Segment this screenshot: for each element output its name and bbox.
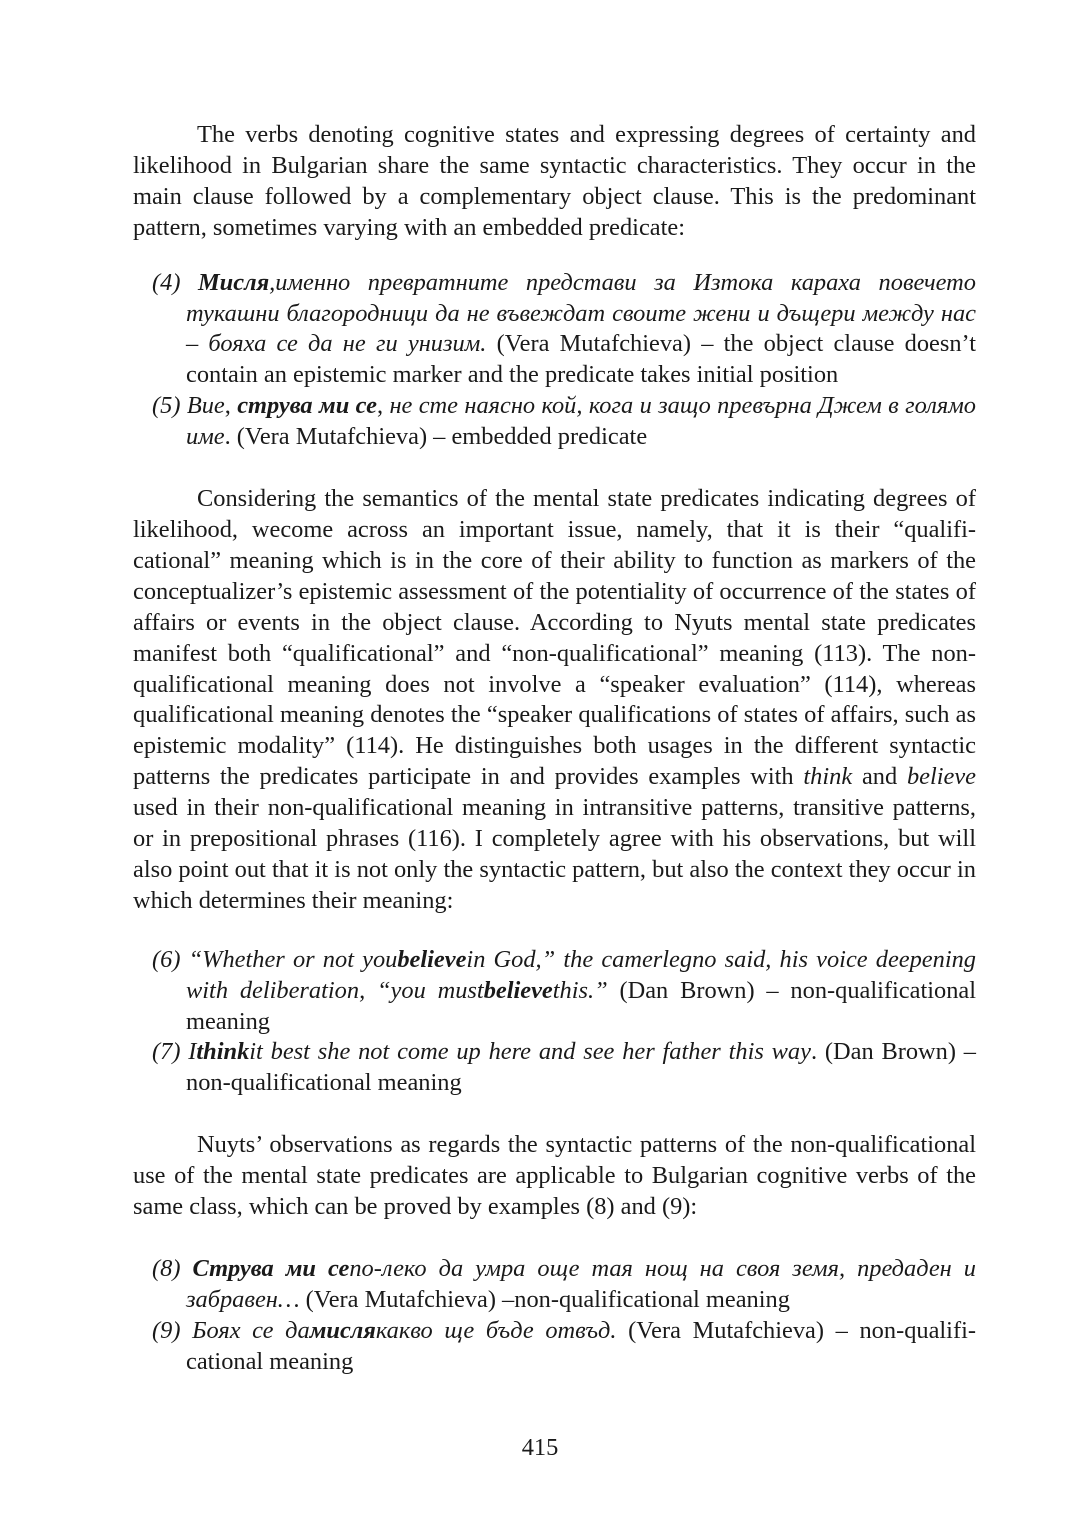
example-bold: believe [397, 945, 467, 973]
paragraph-intro: The verbs denoting cognitive states and expressing degrees of certainty and likelihood in Bulgarian share the same syntactic characteristics. They occur in the main clause followed by a complementary object clause. This is the predominant pattern, sometimes varying with an embedded predicate: [133, 121, 976, 241]
example-comment: . (Dan Brown) – non-qualificational meaning [186, 1038, 976, 1097]
example-bold: мисля [309, 1316, 376, 1344]
example-8 [133, 1254, 976, 1316]
paragraph-nuyts: Nuyts’ observations as regards the syntactic patterns of the non-qualificational use of the mental state predicates are applicable to Bulgarian cognitive verbs of the same class, which can be proved by examples (8) and (9): [133, 1131, 976, 1221]
main-text [133, 120, 976, 1378]
example-6 [133, 945, 976, 1038]
example-comment: . (Vera Mutafchieva) – embedded predicate [224, 423, 648, 451]
example-italic: не сте наясно кой, кога и защо превърна Джем в голямо име [186, 392, 976, 451]
example-bold: believe [483, 976, 553, 1004]
example-italic: “Whether or not you [188, 945, 398, 973]
example-5 [133, 391, 976, 453]
example-bold: Мисля [198, 268, 270, 296]
example-italic: I [188, 1038, 197, 1066]
example-number: (6) [152, 945, 189, 973]
example-italic: какво ще бъде отвъд. [375, 1316, 617, 1344]
paragraph-semantics [133, 484, 976, 917]
example-number: (9) [152, 1316, 193, 1344]
example-italic: this.” [552, 976, 608, 1004]
example-comment: (Vera Mutafchieva) – the object clause doesn’t contain an epistemic marker and the predicate takes initial position [186, 330, 976, 389]
example-bold: think [196, 1038, 250, 1066]
example-comment: (Vera Mutafchieva) – non-qualifi-cational meaning [186, 1316, 976, 1375]
example-italic: Вие [186, 392, 225, 420]
example-comment: (Dan Brown) – non-qualificational meaning [186, 976, 977, 1035]
example-number: (8) [152, 1255, 193, 1282]
example-7 [133, 1037, 976, 1099]
example-list-1 [133, 268, 976, 453]
paragraph-text: used in their non-qualificational meaning in intransitive patterns, transitive patterns, or in prepositional phrases (116). I completely agree with his observations, but will also point out that it is not only the syntactic pattern, but also the context they occur in which determines their meaning: [133, 794, 976, 914]
example-italic: it best she not come up here and see her father this way [249, 1038, 811, 1066]
example-bold: Струва ми се [192, 1255, 350, 1282]
example-separator: , [224, 392, 238, 420]
example-list-2 [133, 945, 976, 1100]
example-9 [133, 1316, 976, 1378]
example-italic: по-леко да умра още тая нощ на своя земя, предаден и забравен… [186, 1255, 976, 1313]
example-list-3 [133, 1254, 976, 1378]
page-number: 415 [521, 1434, 559, 1461]
example-bold: струва ми се [237, 392, 377, 420]
example-italic: ,именно превратните представи за Изтока караха повечето тукашни благородници да не въвеждат своите жени и дъщери между нас – бояха се да не ги унизим. [186, 268, 976, 358]
paragraph-text: and [852, 763, 907, 791]
example-number: (4) [152, 268, 198, 296]
term-think: think [803, 763, 853, 791]
example-number: (5) [152, 392, 187, 420]
example-italic: Боях се да [192, 1316, 310, 1344]
example-comment: (Vera Mutafchieva) –non-qualificational meaning [299, 1285, 790, 1313]
example-italic: in God,” the camerlegno said, his voice deepening with deliberation, “you must [186, 945, 977, 1004]
example-number: (7) [152, 1038, 189, 1066]
example-4 [133, 268, 976, 392]
term-believe: believe [906, 763, 976, 791]
paragraph-text: Considering the semantics of the mental state predicates indicating degrees of likelihood, wecome across an important issue, namely, that it is their “qualifi-cational” meaning which is in the core of their ability to function as markers of the conceptualizer’s epistemic assessment of the potentiality of occurrence of the states of affairs or events in the object clause. According to Nyuts mental state predicates manifest both “qualificational” and “non-qualificational” meaning (113). The non-qualificational meaning does not involve a “speaker evaluation” (114), whereas qualificational meaning denotes the “speaker qualifications of states of affairs, such as epistemic modality” (114). He distinguishes both usages in the different syntactic patterns the predicates participate in and provides examples with [133, 485, 976, 791]
example-separator: , [376, 392, 390, 420]
